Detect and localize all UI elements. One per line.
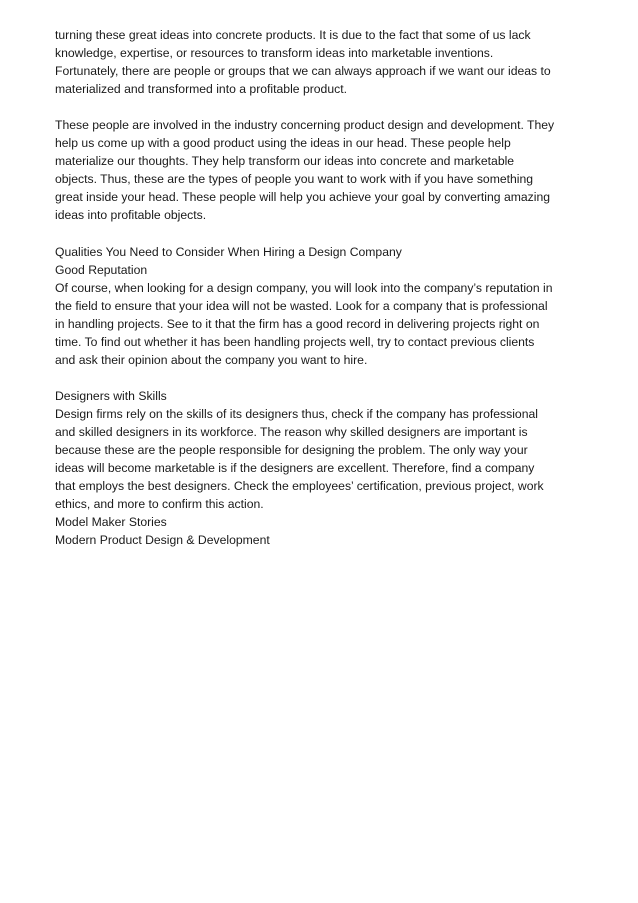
text-line: ideas will become marketable is if the designers are excellent. Therefore, find a company: [55, 461, 535, 476]
text-line: the field to ensure that your idea will not be wasted. Look for a company that is professional: [55, 298, 548, 313]
text-line: ethics, and more to confirm this action.: [55, 497, 264, 512]
paragraph-intro-continued: [55, 26, 590, 98]
heading-good-reputation: Good Reputation: [55, 262, 148, 277]
text-line: and skilled designers in its workforce. The reason why skilled designers are important is: [55, 425, 528, 440]
paragraph-product-design: [55, 116, 590, 224]
paragraph-gap: [55, 225, 590, 243]
link-model-maker-stories[interactable]: Model Maker Stories: [55, 515, 167, 530]
paragraph-designers: [55, 405, 590, 513]
text-line: materialized and transformed into a profitable product.: [55, 82, 347, 97]
link-modern-product-design[interactable]: Modern Product Design & Development: [55, 533, 270, 548]
text-line: in handling projects. See to it that the firm has a good record in delivering projects right on: [55, 316, 540, 331]
text-line: because these are the people responsible for designing the problem. The only way your: [55, 443, 528, 458]
text-line: Of course, when looking for a design company, you will look into the company’s reputation in: [55, 280, 553, 295]
paragraph-reputation: [55, 279, 590, 369]
text-line: time. To find out whether it has been handling projects well, try to contact previous clients: [55, 334, 535, 349]
document-body: [55, 26, 590, 549]
text-line: Fortunately, there are people or groups that we can always approach if we want our ideas to: [55, 64, 551, 79]
text-line: Design firms rely on the skills of its designers thus, check if the company has professional: [55, 406, 538, 421]
text-line: knowledge, expertise, or resources to transform ideas into marketable inventions.: [55, 46, 494, 61]
text-line: that employs the best designers. Check the employees’ certification, previous project, work: [55, 479, 544, 494]
paragraph-gap: [55, 369, 590, 387]
text-line: materialize our thoughts. They help transform our ideas into concrete and marketable: [55, 154, 515, 169]
text-line: turning these great ideas into concrete products. It is due to the fact that some of us lack: [55, 28, 531, 42]
text-line: help us come up with a good product using the ideas in our head. These people help: [55, 136, 511, 151]
text-line: ideas into profitable objects.: [55, 208, 207, 223]
text-line: great inside your head. These people will help you achieve your goal by converting amazing: [55, 190, 551, 205]
paragraph-gap: [55, 98, 590, 116]
heading-designers-with-skills: Designers with Skills: [55, 388, 167, 403]
text-line: objects. Thus, these are the types of people you want to work with if you have something: [55, 172, 534, 187]
text-line: These people are involved in the industry concerning product design and development. They: [55, 118, 555, 133]
text-line: and ask their opinion about the company you want to hire.: [55, 352, 368, 367]
heading-qualities: Qualities You Need to Consider When Hiring a Design Company: [55, 244, 402, 259]
